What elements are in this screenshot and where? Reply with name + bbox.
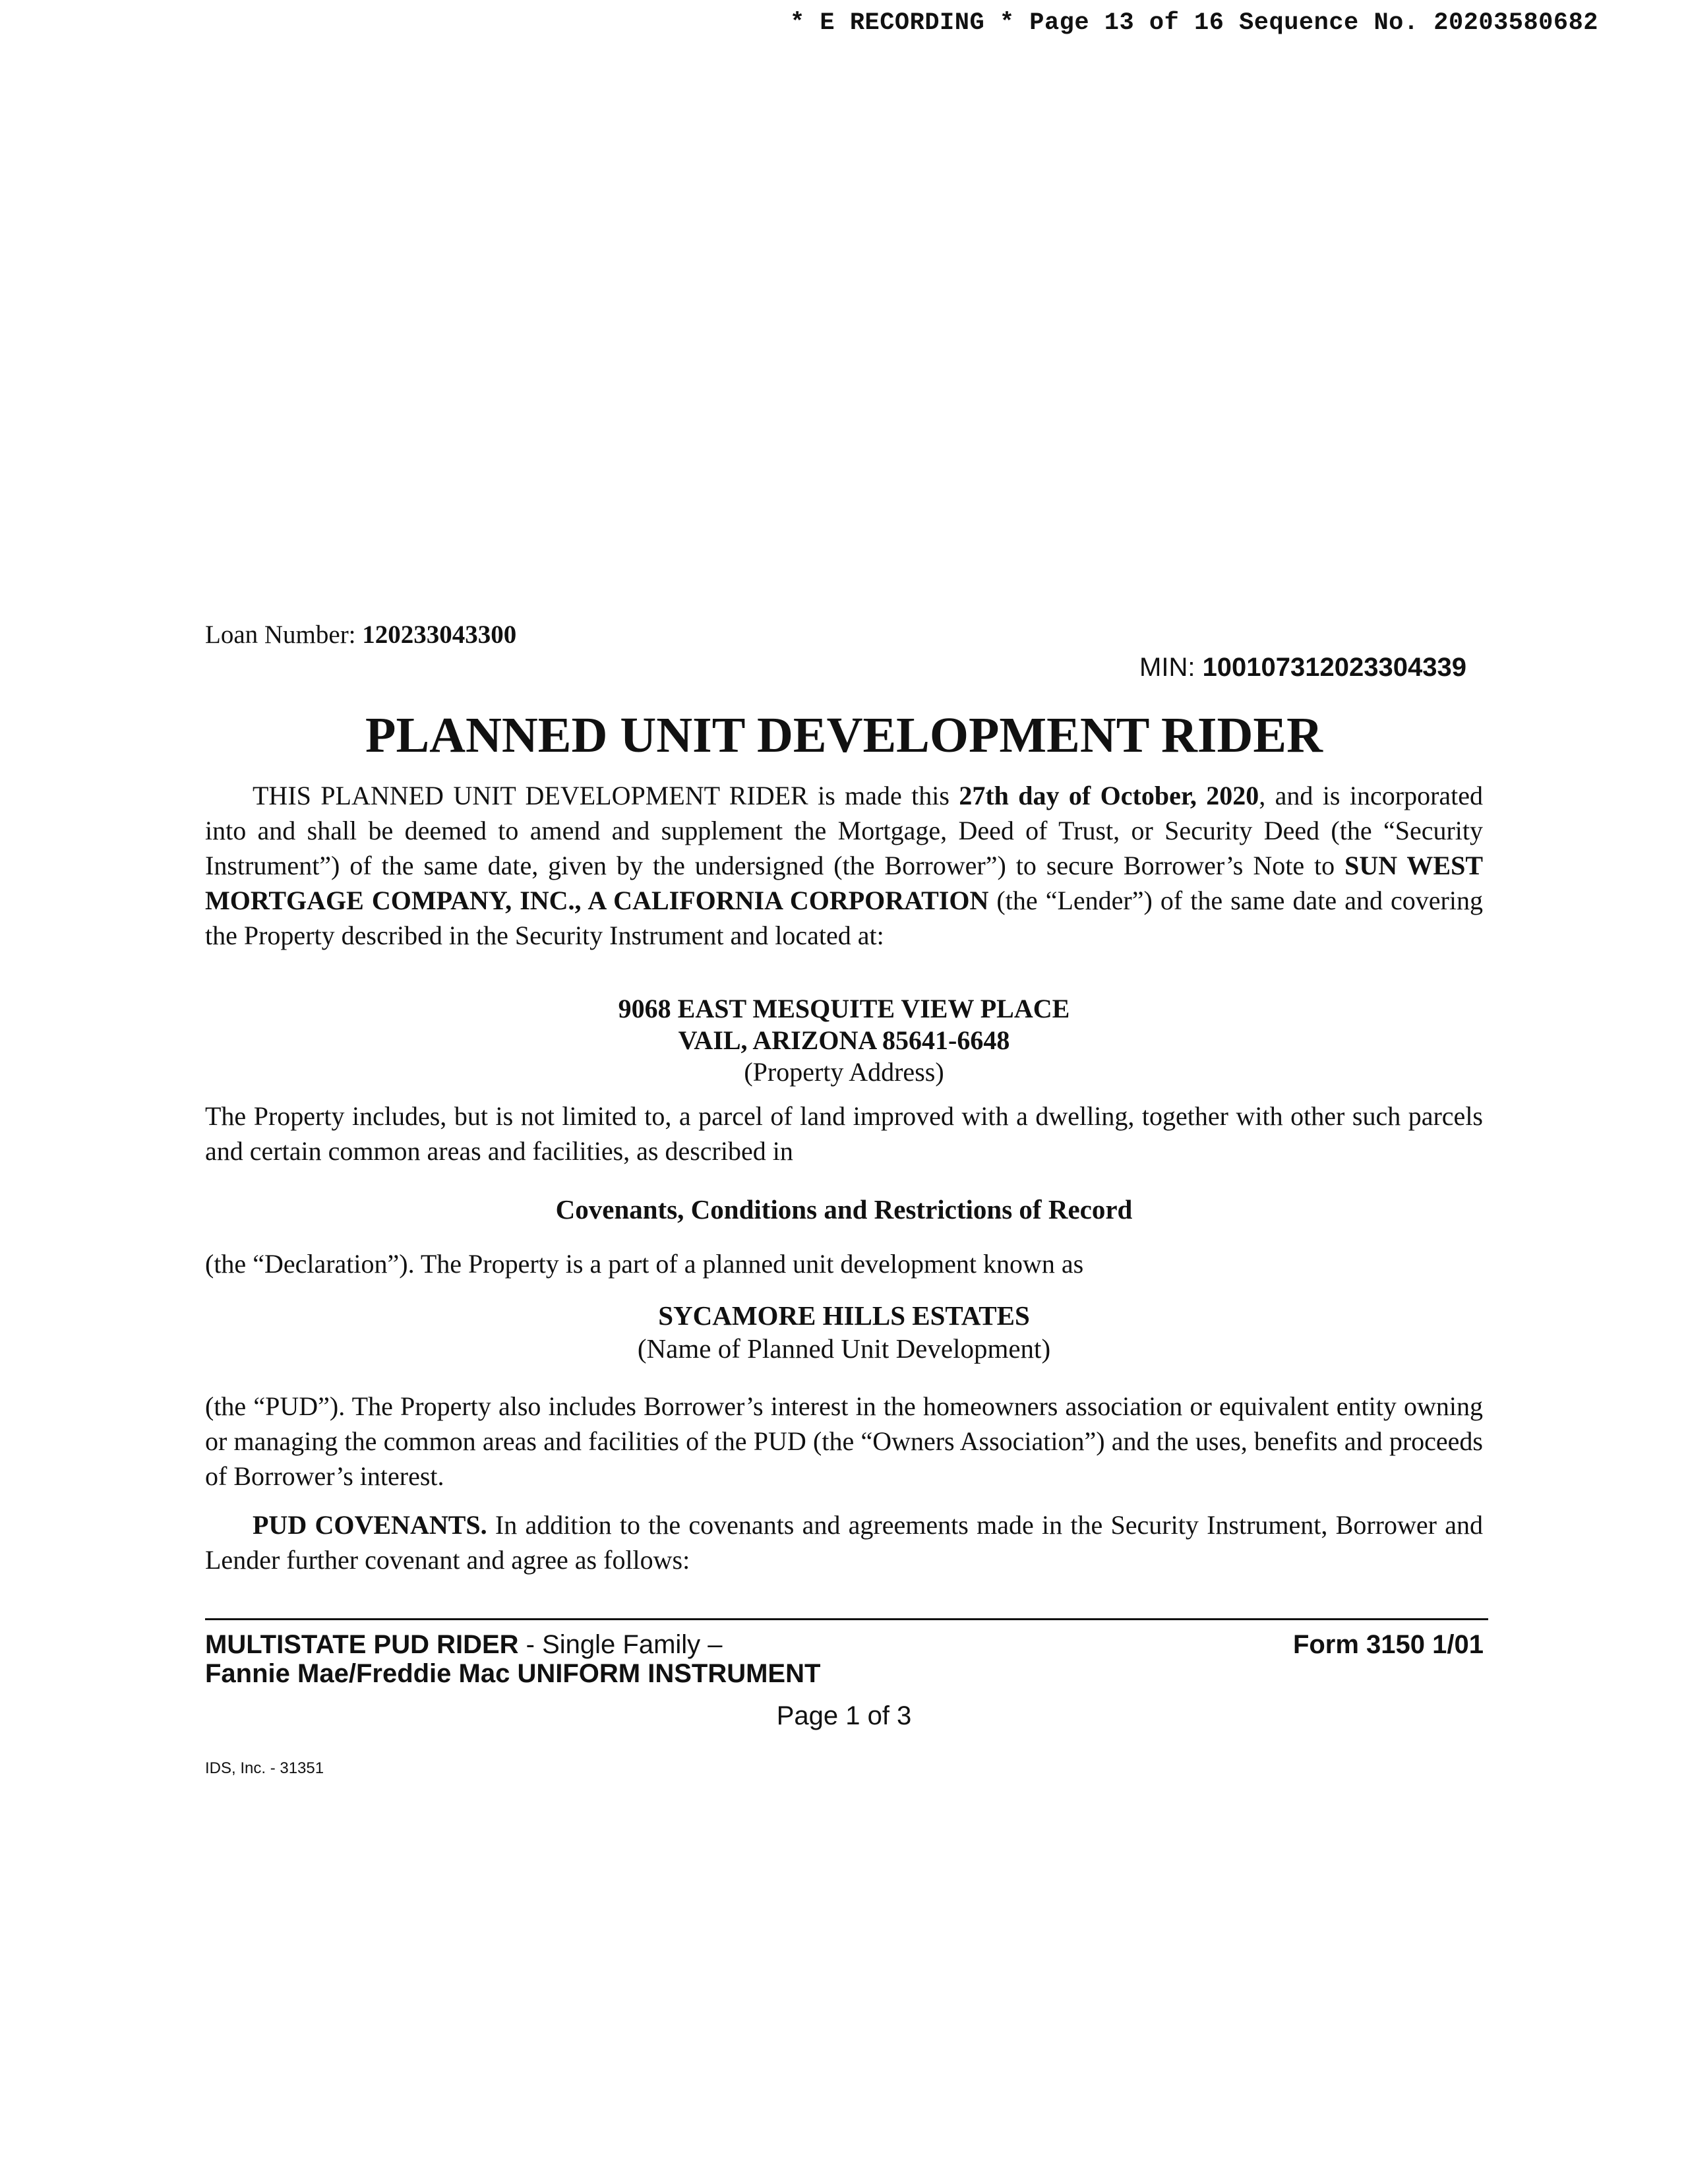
min-label: MIN: [1139,653,1203,682]
intro-paragraph [205,778,1483,953]
intro-text-b: , and is incorporated into and shall be deemed to amend and supplement the Mortgage, Deed of Trust, or Security Deed (the “Security Instrument”) of the same date, given by the undersigned (the Borrower”) to secure Borrower’s Note to [205,781,1484,880]
declaration-paragraph: (the “Declaration”). The Property is a part of a planned unit development known as [205,1249,1084,1279]
pud-name-block [0,1299,1688,1365]
pud-covenants-text: In addition to the covenants and agreements made in the Security Instrument, Borrower and Lender further covenant and agree as follows: [205,1510,1483,1575]
recording-header: * E RECORDING * Page 13 of 16 Sequence No. 20203580682 [790,9,1598,37]
intro-text-c: (the “Lender”) of the same date and covering the Property described in the Security Instrument and located at: [205,886,1483,950]
footer-form-name-bold: MULTISTATE PUD RIDER [205,1630,519,1659]
lender-name: SUN WEST MORTGAGE COMPANY, INC., A CALIFORNIA CORPORATION [205,851,1484,915]
rider-date: 27th day of October, 2020 [959,781,1259,810]
min-number [1139,653,1466,682]
address-line-2: VAIL, ARIZONA 85641-6648 [678,1025,1010,1055]
loan-number-value: 120233043300 [362,621,517,649]
pud-covenants-heading: PUD COVENANTS. [253,1510,487,1540]
ids-code: IDS, Inc. - 31351 [205,1759,324,1777]
document-title: PLANNED UNIT DEVELOPMENT RIDER [365,708,1323,763]
address-line-1: 9068 EAST MESQUITE VIEW PLACE [618,994,1070,1023]
address-caption: (Property Address) [744,1057,944,1087]
footer-instrument: Fannie Mae/Freddie Mac UNIFORM INSTRUMENT [205,1659,821,1688]
loan-number [205,620,516,650]
footer-form-name-rest: - Single Family – [518,1630,723,1659]
min-value: 100107312023304339 [1202,653,1466,682]
loan-number-label: Loan Number: [205,621,363,649]
footer-divider [205,1618,1488,1620]
property-address-block [0,993,1688,1088]
intro-text-a: THIS PLANNED UNIT DEVELOPMENT RIDER is made this [253,781,959,810]
footer-form-name [205,1630,723,1660]
pud-covenants-paragraph [205,1507,1483,1577]
footer-form-number: Form 3150 1/01 [1292,1630,1484,1659]
page-number: Page 1 of 3 [776,1701,912,1730]
pud-caption: (Name of Planned Unit Development) [637,1333,1051,1364]
pud-name: SYCAMORE HILLS ESTATES [658,1300,1030,1331]
declaration-name: Covenants, Conditions and Restrictions of Record [555,1194,1133,1225]
property-paragraph: The Property includes, but is not limited to, a parcel of land improved with a dwelling, together with other such parcels and certain common areas and facilities, as described in [205,1101,1483,1166]
owners-association-paragraph: (the “PUD”). The Property also includes Borrower’s interest in the homeowners association or equivalent entity owning or managing the common areas and facilities of the PUD (the “Owners Association”) and the uses, benefits and proceeds of Borrower’s interest. [205,1391,1483,1491]
